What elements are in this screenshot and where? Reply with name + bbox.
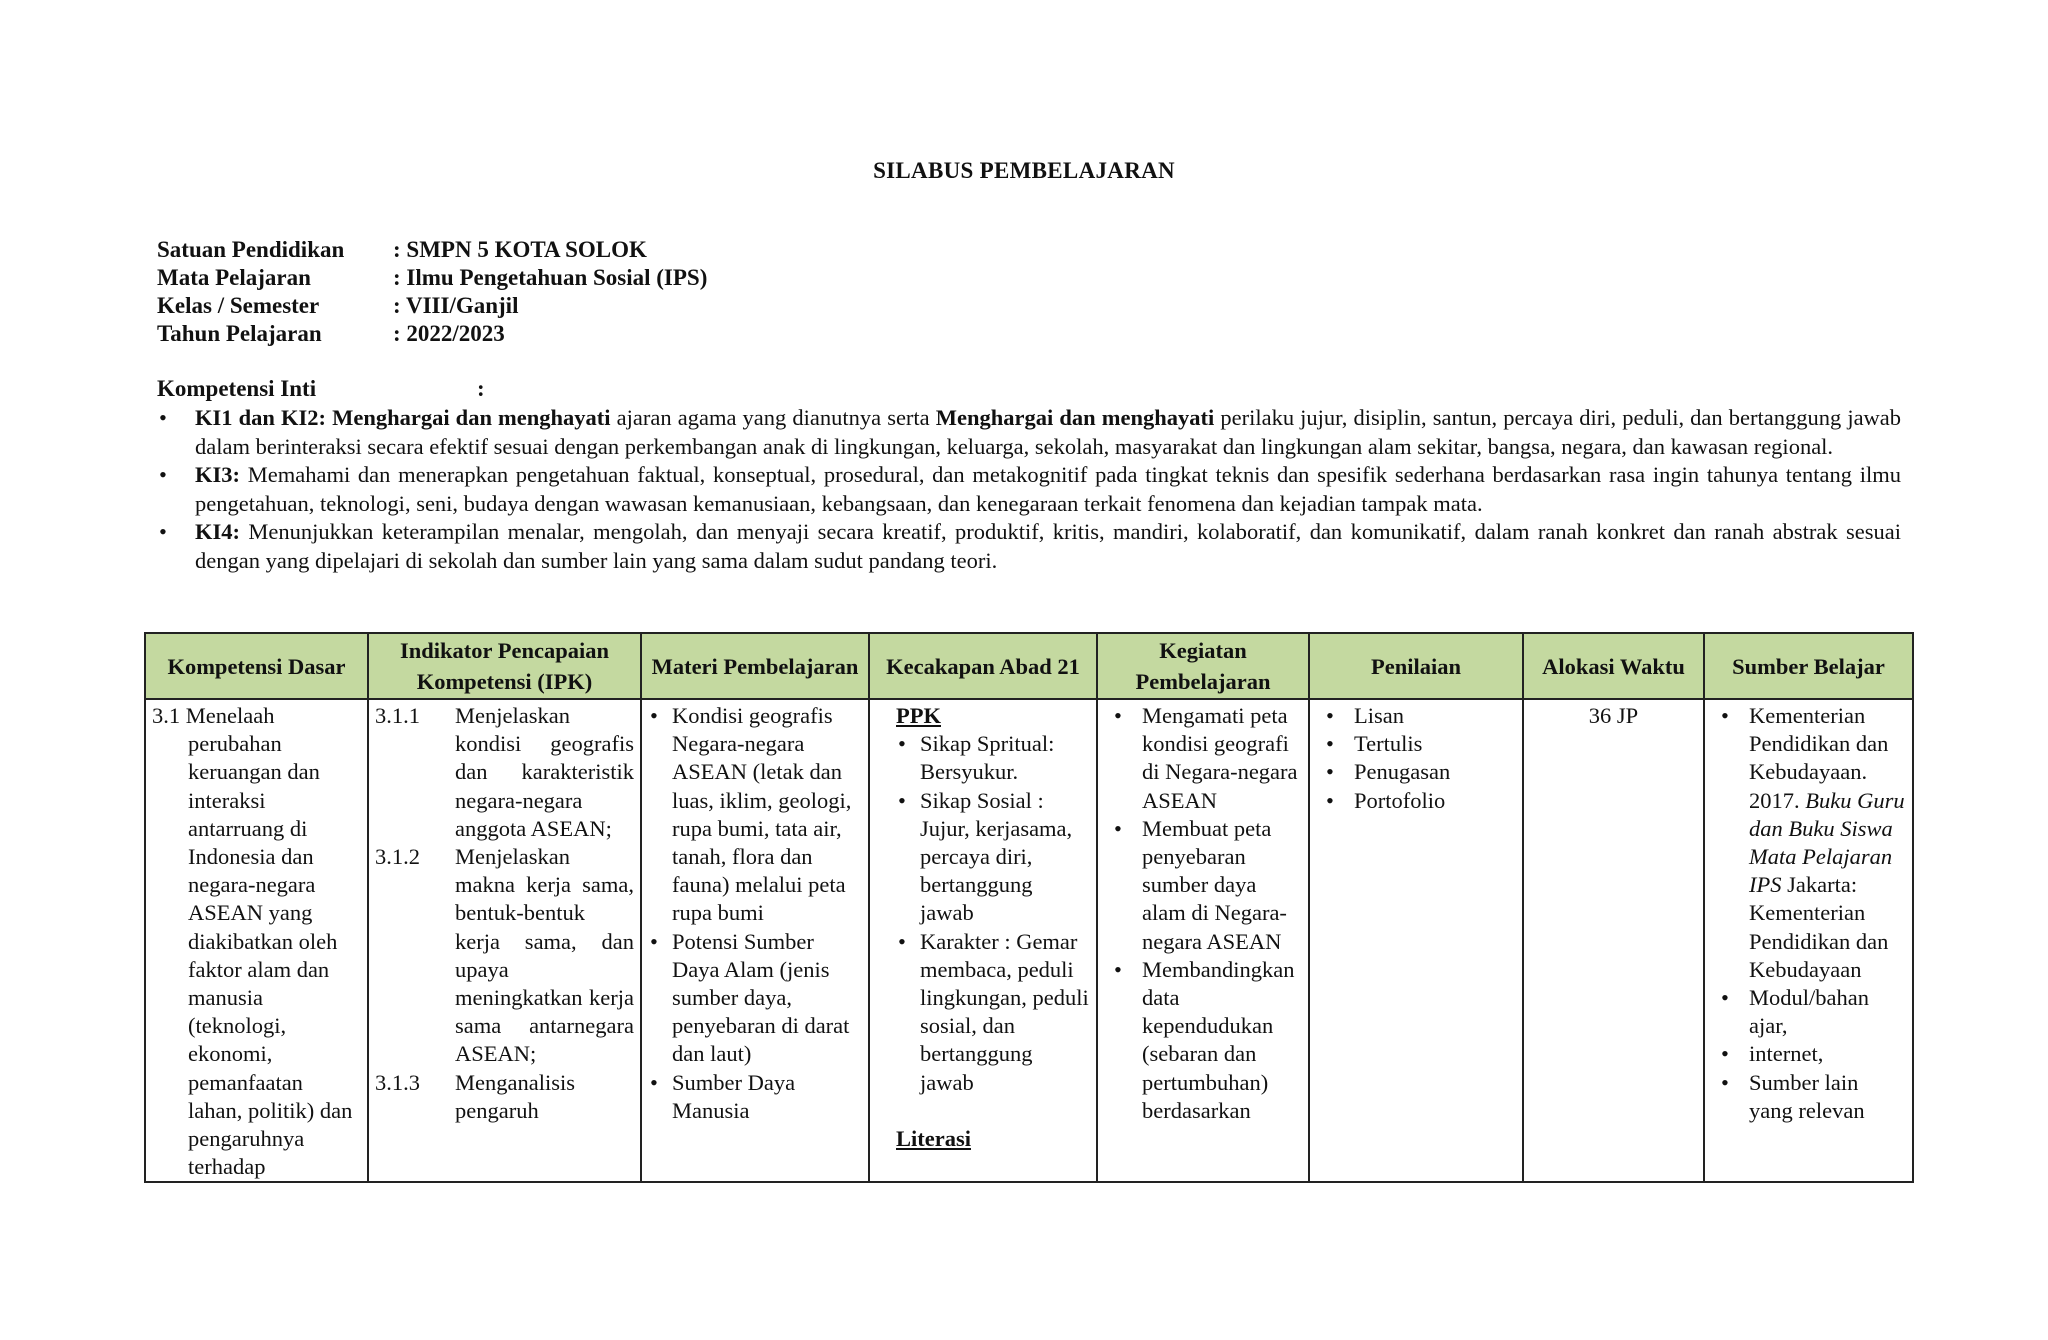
list-item: • Sumber Daya Manusia <box>648 1069 862 1125</box>
ki-item <box>157 518 1901 575</box>
penilaian-list <box>1316 702 1516 815</box>
column-header: Penilaian <box>1309 633 1523 699</box>
ki-heading-colon: : <box>477 376 485 401</box>
identity-row <box>157 320 707 348</box>
ipk-item <box>375 843 634 1069</box>
list-item: • Modul/bahan ajar, <box>1711 984 1906 1040</box>
ipk-number: 3.1.3 <box>375 1069 420 1095</box>
table-row <box>145 699 1913 1182</box>
list-item: • Karakter : Gemar membaca, peduli lingkungan, peduli sosial, dan bertanggung jawab <box>896 928 1090 1097</box>
penilaian-cell <box>1309 699 1523 1182</box>
ki-text: ajaran agama yang dianutnya serta <box>616 405 930 430</box>
column-header: Materi Pembelajaran <box>641 633 869 699</box>
sumber-cell <box>1704 699 1913 1182</box>
ki-text: perilaku jujur, disiplin, santun, percaya diri, peduli, dan bertanggung jawab dalam berinteraksi secara efektif sesuai dengan perkembangan anak di lingkungan, keluarga, sekolah, masyarakat dan lingkungan alam sekitar, bangsa, negara, dan kawasan regional. <box>195 405 1902 459</box>
table-header-row <box>145 633 1913 699</box>
list-item: • Sikap Spritual: Bersyukur. <box>896 730 1090 786</box>
list-item: • Penugasan <box>1316 758 1516 786</box>
kegiatan-list <box>1104 702 1302 1125</box>
list-item: • internet, <box>1711 1040 1906 1068</box>
sumber-list <box>1711 702 1906 1125</box>
column-header: Alokasi Waktu <box>1523 633 1704 699</box>
identity-value: : Ilmu Pengetahuan Sosial (IPS) <box>393 265 708 290</box>
ipk-text: Menjelaskan makna kerja sama, bentuk-bentuk kerja sama, dan upaya meningkatkan kerja sama antarnegara ASEAN; <box>455 844 634 1067</box>
ki-lead: KI4: <box>195 519 240 544</box>
ki-heading-label: Kompetensi Inti <box>157 376 317 401</box>
ki-emphasis: Menghargai dan menghayati <box>935 405 1215 430</box>
ipk-item <box>375 702 634 843</box>
column-header: Kecakapan Abad 21 <box>869 633 1097 699</box>
literasi-label: Literasi <box>896 1125 971 1151</box>
list-item: • Tertulis <box>1316 730 1516 758</box>
list-item <box>1711 702 1906 984</box>
ki-emphasis: Menghargai dan menghayati <box>332 405 611 430</box>
identity-row <box>157 264 707 292</box>
identity-label: Tahun Pelajaran <box>157 321 322 346</box>
identity-value: : VIII/Ganjil <box>393 293 519 318</box>
document-title: SILABUS PEMBELAJARAN <box>873 158 1175 183</box>
ipk-number: 3.1.1 <box>375 703 420 728</box>
kecakapan-cell <box>869 699 1097 1182</box>
list-item: • Membuat peta penyebaran sumber daya alam di Negara-negara ASEAN <box>1104 815 1302 956</box>
column-header: Sumber Belajar <box>1704 633 1913 699</box>
ki-item <box>157 404 1901 461</box>
list-item: • Membandingkan data kependudukan (sebaran dan pertumbuhan) berdasarkan <box>1104 956 1302 1125</box>
identity-value: : SMPN 5 KOTA SOLOK <box>393 237 647 262</box>
identity-label: Mata Pelajaran <box>157 265 311 290</box>
ipk-item <box>375 1069 634 1125</box>
ipk-text: Menganalisis pengaruh <box>455 1069 575 1123</box>
kd-cell <box>145 699 368 1182</box>
sumber-text: Kementerian Pendidikan dan Kebudayaan. 2017. <box>1749 703 1889 813</box>
ipk-cell <box>368 699 641 1182</box>
ki-list <box>157 404 1901 575</box>
ki-text: Memahami dan menerapkan pengetahuan faktual, konseptual, prosedural, dan metakognitif pada tingkat teknis dan spesifik sederhana berdasarkan rasa ingin tahunya tentang ilmu pengetahuan, teknologi, seni, budaya dengan wawasan kemanusiaan, kebangsaan, dan kenegaraan terkait fenomena dan kejadian tampak mata. <box>195 462 1902 516</box>
ki-lead: KI1 dan KI2: <box>195 405 326 430</box>
list-item: • Sikap Sosial : Jujur, kerjasama, percaya diri, bertanggung jawab <box>896 787 1090 928</box>
list-item: • Mengamati peta kondisi geografi di Negara-negara ASEAN <box>1104 702 1302 815</box>
kecakapan-list <box>876 730 1090 1097</box>
syllabus-table <box>144 632 1914 1183</box>
sumber-title: Buku Guru dan Buku Siswa Mata Pelajaran IPS <box>1749 787 1905 898</box>
bullet-icon: • <box>159 405 167 430</box>
identity-row <box>157 236 707 264</box>
alokasi-cell <box>1523 699 1704 1182</box>
ki-text: Menunjukkan keterampilan menalar, mengolah, dan menyaji secara kreatif, produktif, kritis, mandiri, kolaboratif, dan komunikatif, dalam ranah konkret dan ranah abstrak sesuai dengan yang dipelajari di sekolah dan sumber lain yang sama dalam sudut pandang teori. <box>195 519 1901 573</box>
kd-text: 3.1 Menelaah perubahan keruangan dan interaksi antarruang di Indonesia dan negara-negara ASEAN yang diakibatkan oleh faktor alam dan manusia (teknologi, ekonomi, pemanfaatan lahan, politik) dan pengaruhnya terhadap <box>152 703 353 1180</box>
ipk-text: Menjelaskan kondisi geografis dan karakteristik negara-negara anggota ASEAN; <box>455 703 634 841</box>
alokasi-value: 36 JP <box>1588 703 1639 728</box>
list-item: • Portofolio <box>1316 787 1516 815</box>
column-header: Kompetensi Dasar <box>145 633 368 699</box>
identity-label: Satuan Pendidikan <box>157 237 345 262</box>
list-item: • Sumber lain yang relevan <box>1711 1069 1906 1125</box>
materi-list <box>648 702 862 1125</box>
column-header: Kegiatan Pembelajaran <box>1097 633 1309 699</box>
sumber-text: Jakarta: Kementerian Pendidikan dan Kebudayaan <box>1749 872 1889 982</box>
identity-row <box>157 292 707 320</box>
ipk-number: 3.1.2 <box>375 844 420 870</box>
identity-value: : 2022/2023 <box>393 321 505 346</box>
list-item: • Potensi Sumber Daya Alam (jenis sumber daya, penyebaran di darat dan laut) <box>648 928 862 1069</box>
bullet-icon: • <box>159 462 167 487</box>
ki-lead: KI3: <box>195 462 240 487</box>
ki-heading <box>157 376 485 402</box>
list-item: • Lisan <box>1316 702 1516 730</box>
materi-cell <box>641 699 869 1182</box>
bullet-icon: • <box>159 519 167 544</box>
list-item: • Kondisi geografis Negara-negara ASEAN (letak dan luas, iklim, geologi, rupa bumi, tata air, tanah, flora dan fauna) melalui peta rupa bumi <box>648 702 862 928</box>
kegiatan-cell <box>1097 699 1309 1182</box>
identity-label: Kelas / Semester <box>157 293 320 318</box>
identity-block <box>157 236 707 348</box>
column-header: Indikator Pencapaian Kompetensi (IPK) <box>368 633 641 699</box>
ki-item <box>157 461 1901 518</box>
ppk-label: PPK <box>896 703 941 728</box>
